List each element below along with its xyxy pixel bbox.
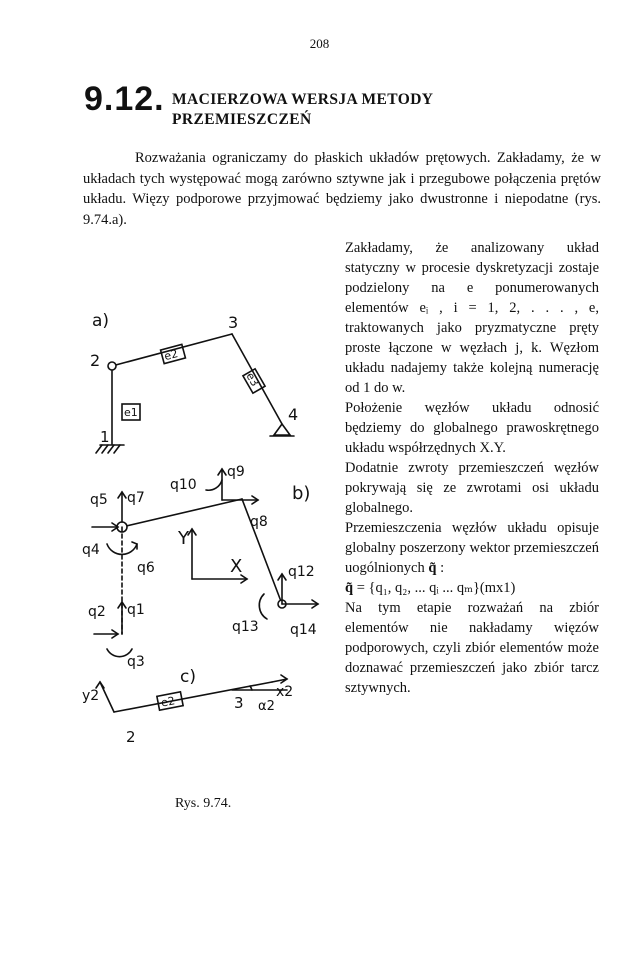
q3-label: q3	[127, 654, 145, 670]
vector-colon: :	[440, 560, 445, 576]
page-number: 208	[309, 36, 330, 51]
local-y-label: y2	[82, 688, 100, 704]
right-column-text	[345, 238, 599, 698]
local-x-label: x2	[276, 684, 294, 700]
formula-lhs: q̃	[345, 580, 354, 596]
node-1-label: 1	[100, 428, 110, 446]
element-e3-label: e3	[243, 370, 262, 389]
q4-label: q4	[82, 542, 100, 558]
node-c-3-label: 3	[234, 694, 244, 712]
q5-label: q5	[90, 492, 108, 508]
section-title	[172, 90, 433, 130]
q12-label: q12	[288, 564, 315, 580]
angle-label: α2	[258, 699, 275, 714]
q2-label: q2	[88, 604, 106, 620]
paragraph-vector-text: Przemieszczenia węzłów układu opisuje globalny poszerzony wektor przemieszczeń uogólnionych	[345, 520, 599, 576]
paragraph-coordinates: Położenie węzłów układu odnosić będziemy do globalnego prawoskrętnego układu współrzędnych X.Y.	[345, 400, 599, 456]
q6-label: q6	[137, 560, 155, 576]
vector-symbol: q̃	[428, 560, 437, 576]
intro-paragraph: Rozważania ograniczamy do płaskich układów prętowych. Zakładamy, że w układach tych występować mogą zarówno sztywne jak i przegubowe połączenia prętów układu. Więzy podporowe przyjmować będziemy jako dwustronne i niepodatne (rys. 9.74.a).	[83, 150, 601, 228]
q8-label: q8	[250, 514, 268, 530]
displacement-vector-formula	[345, 578, 599, 598]
element-c-e2-label: e2	[160, 694, 177, 710]
panel-b-label: b)	[292, 483, 311, 504]
q7-label: q7	[127, 490, 145, 506]
paragraph-positive-directions: Dodatnie zwroty przemieszczeń węzłów pokrywają się ze zwrotami osi układu globalnego.	[345, 460, 599, 516]
q9-label: q9	[227, 464, 245, 480]
axis-y-label: Y	[178, 528, 189, 549]
element-e2-label: e2	[162, 346, 180, 364]
figure-caption: Rys. 9.74.	[175, 796, 232, 811]
node-c-2-label: 2	[126, 728, 136, 746]
panel-c-label: c)	[180, 667, 196, 687]
node-4-label: 4	[288, 405, 299, 424]
axis-x-label: X	[230, 556, 243, 577]
figure-9-74	[82, 304, 332, 754]
intro-text	[83, 148, 601, 230]
paragraph-discretization: Zakładamy, że analizowany układ statyczny w procesie dyskretyzacji zostaje podzielony na e ponumerowanych elementów eᵢ , i = 1, 2, . . . , e, traktowanych jako pryzmatyczne pręty proste łączone w węzłach j, k. Węzłom układu nadajemy także kolejną numerację od 1 do w.	[345, 240, 599, 396]
q1-label: q1	[127, 602, 145, 618]
section-title-line2: PRZEMIESZCZEŃ	[172, 111, 312, 128]
element-e1-label: e1	[124, 406, 138, 419]
formula-rhs: = {q₁, q₂, ... qᵢ ... qₘ}(mx1)	[356, 580, 516, 596]
paragraph-rigid-bodies: Na tym etapie rozważań na zbiór elementów nie nakładamy więzów podporowych, czyli zbiór elementów może doznawać przemieszczeń jako zbiór tarcz sztywnych.	[345, 600, 599, 696]
section-title-line1: MACIERZOWA WERSJA METODY	[172, 91, 434, 108]
q13-label: q13	[232, 619, 259, 635]
node-3-label: 3	[228, 313, 239, 332]
panel-a-label: a)	[92, 311, 110, 331]
node-2-label: 2	[90, 351, 101, 370]
q10-label: q10	[170, 477, 197, 493]
paragraph-vector	[345, 518, 599, 578]
q14-label: q14	[290, 622, 317, 638]
section-number: 9.12.	[84, 80, 165, 118]
